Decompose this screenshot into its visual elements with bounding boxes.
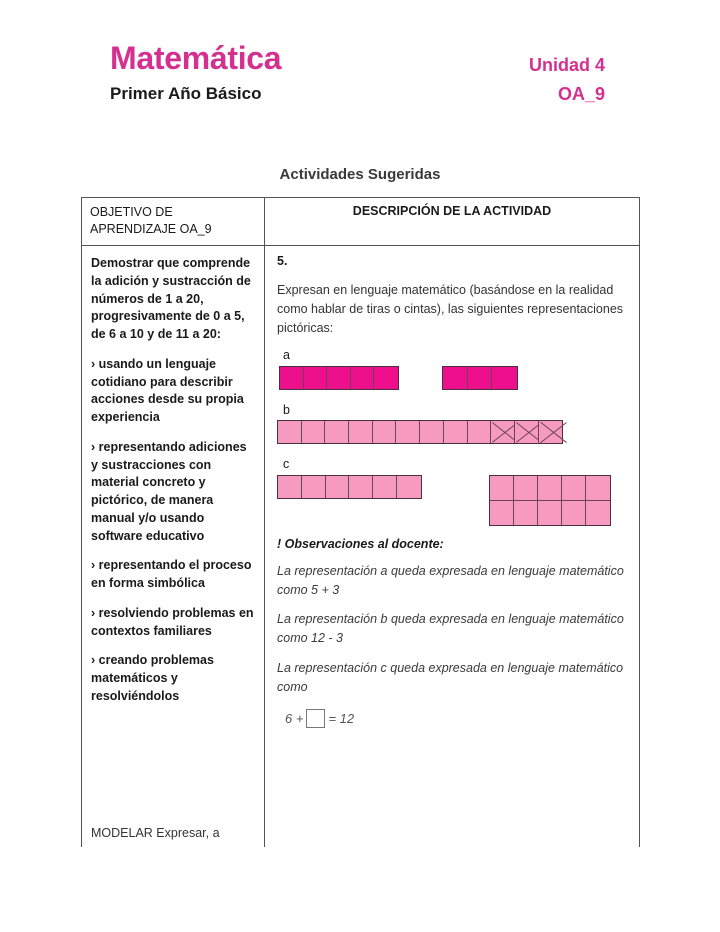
- objective-bullet-4: › resolviendo problemas en contextos familiares: [91, 605, 254, 638]
- strip-cell: [468, 421, 492, 443]
- page-header: [0, 0, 720, 130]
- strip-grid-cell: [586, 501, 610, 525]
- activity-number: 5.: [277, 254, 288, 268]
- strip-grid: [489, 475, 611, 526]
- figure-a-strips: [277, 366, 627, 396]
- figure-c-strips: [277, 475, 627, 527]
- strip-cell-crossed: [539, 421, 563, 443]
- strip-cell: [349, 421, 373, 443]
- figure-b-strips: [277, 420, 627, 450]
- strip-cell: [373, 476, 397, 498]
- strip-cell: [397, 476, 421, 498]
- strip-grid-cell: [514, 476, 538, 500]
- strip-cell: [373, 421, 397, 443]
- strip-cell: [278, 421, 302, 443]
- figure-a-label: a: [283, 348, 290, 363]
- strip-grid-cell: [538, 501, 562, 525]
- observation-b: La representación b queda expresada en lenguaje matemático como 12 - 3: [277, 612, 624, 645]
- strip-grid-cell: [562, 476, 586, 500]
- equation-answer-box[interactable]: [306, 709, 325, 728]
- strip-grid-cell: [562, 501, 586, 525]
- strip-grid-cell: [538, 476, 562, 500]
- table-header-row: [82, 198, 639, 246]
- strip-cell: [374, 367, 398, 389]
- table-header-description: DESCRIPCIÓN DE LA ACTIVIDAD: [352, 204, 552, 218]
- objective-cell: [82, 246, 265, 847]
- strip-cell: [302, 476, 326, 498]
- figure-a: [277, 349, 627, 396]
- strip-cell: [443, 367, 468, 389]
- objective-bullet-3: › representando el proceso en forma simbólica: [91, 558, 252, 590]
- strip-cell: [396, 421, 420, 443]
- strip-grid-cell: [586, 476, 610, 500]
- strip-cell: [420, 421, 444, 443]
- subject-title: Matemática: [110, 40, 282, 76]
- strip-grid-row: [490, 501, 610, 525]
- observation-a: La representación a queda expresada en lenguaje matemático como 5 + 3: [277, 563, 624, 597]
- objective-bullet-1: › usando un lenguaje cotidiano para describir acciones desde su propia experiencia: [91, 356, 244, 424]
- strip-cell-crossed: [515, 421, 539, 443]
- strip-group: [279, 366, 399, 390]
- strip-cell: [444, 421, 468, 443]
- strip-cell: [492, 367, 517, 389]
- oa-code-label: OA_9: [557, 84, 605, 104]
- strip-cell: [278, 476, 302, 498]
- strip-cell: [326, 476, 350, 498]
- strip-grid-cell: [490, 501, 514, 525]
- equation-left: 6 +: [285, 711, 304, 727]
- objective-footer-text: MODELAR Expresar, a: [91, 826, 220, 841]
- strip-group: [442, 366, 518, 390]
- strip-cell: [468, 367, 493, 389]
- strip-group: [277, 475, 422, 499]
- strip-cell: [304, 367, 328, 389]
- activity-intro: Expresan en lenguaje matemático (basándose en la realidad como hablar de tiras o cintas), las siguientes representaciones pictóricas:: [277, 283, 624, 335]
- objective-bullet-5: › creando problemas matemáticos y resolviéndolos: [91, 653, 214, 703]
- grade-level-label: Primer Año Básico: [110, 84, 262, 103]
- activity-cell: [265, 246, 639, 847]
- strip-cell: [302, 421, 326, 443]
- strip-cell: [325, 421, 349, 443]
- equation-right: = 12: [328, 711, 355, 727]
- figure-b: [277, 404, 627, 451]
- strip-grid-cell: [490, 476, 514, 500]
- observations-title: ! Observaciones al docente:: [277, 536, 444, 551]
- table-body-row: [82, 246, 639, 847]
- figure-c: [277, 458, 627, 527]
- strip-cell: [280, 367, 304, 389]
- observation-c: La representación c queda expresada en lenguaje matemático como: [277, 660, 624, 694]
- figure-c-label: c: [283, 457, 290, 472]
- activities-table: [81, 197, 640, 847]
- strip-cell: [349, 476, 373, 498]
- strip-grid-row: [490, 476, 610, 501]
- figure-b-label: b: [283, 402, 290, 417]
- strip-cell: [351, 367, 375, 389]
- table-header-objective: OBJETIVO DE APRENDIZAJE OA_9: [82, 198, 265, 245]
- section-title: Actividades Sugeridas: [279, 166, 441, 183]
- strip-cell: [327, 367, 351, 389]
- unit-label: Unidad 4: [528, 55, 605, 75]
- strip-group: [277, 420, 563, 444]
- strip-cell-crossed: [491, 421, 515, 443]
- strip-grid-cell: [514, 501, 538, 525]
- equation-row: [285, 709, 627, 728]
- objective-bullet-2: › representando adiciones y sustracciones con material concreto y pictórico, de manera manual y/o usando software educativo: [91, 439, 247, 543]
- objective-intro: Demostrar que comprende la adición y sustracción de números de 1 a 20, progresivamente de 0 a 5, de 6 a 10 y de 11 a 20:: [91, 256, 251, 341]
